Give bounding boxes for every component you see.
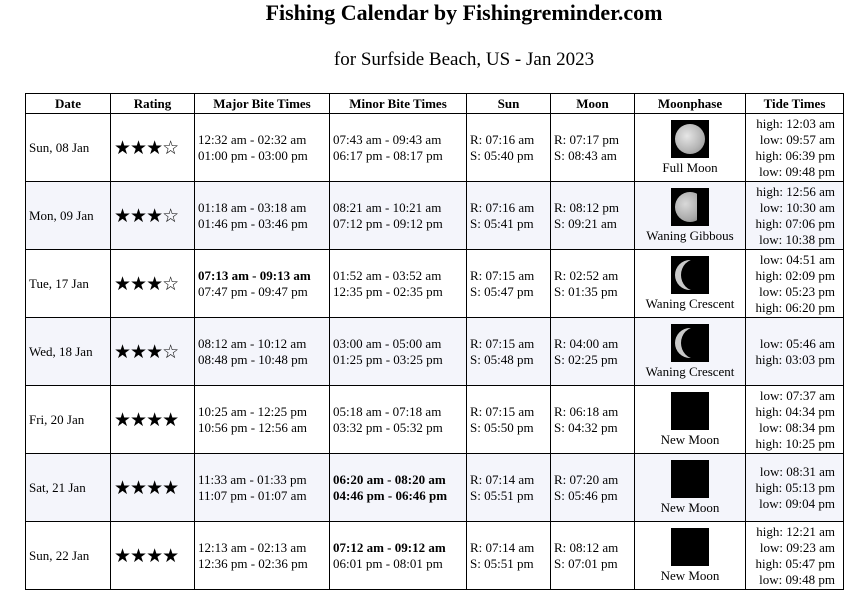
- moon-cell: [551, 250, 635, 318]
- waning-crescent-icon: [671, 256, 709, 294]
- minor-bite-times-cell: [330, 318, 467, 386]
- tide-time: high: 12:21 am: [756, 523, 835, 539]
- minor-bite-time: 07:12 pm - 09:12 pm: [333, 215, 443, 231]
- moon-time: S: 07:01 pm: [554, 555, 618, 571]
- rating-stars: ★★★★: [111, 454, 195, 522]
- moon-cell: [551, 318, 635, 386]
- date-cell: Sun, 08 Jan: [26, 114, 111, 182]
- page-subtitle: for Surfside Beach, US - Jan 2023: [333, 49, 595, 70]
- moonphase-label: Waning Crescent: [645, 364, 735, 379]
- tide-time: high: 04:34 pm: [755, 403, 835, 419]
- column-header-moon: Moon: [551, 94, 635, 114]
- sun-time: R: 07:15 am: [470, 267, 535, 283]
- minor-bite-time: 06:17 pm - 08:17 pm: [333, 147, 443, 163]
- sun-time: R: 07:15 am: [470, 335, 535, 351]
- major-bite-times-cell: [195, 182, 330, 250]
- moonphase-cell: [635, 454, 746, 522]
- moonphase-wrap: [635, 188, 745, 243]
- minor-bite-time: 12:35 pm - 02:35 pm: [333, 283, 443, 299]
- minor-bite-times-cell: [330, 454, 467, 522]
- moon-shadow: [697, 192, 709, 222]
- minor-bite-time: 07:43 am - 09:43 am: [333, 131, 442, 147]
- column-header-date: Date: [26, 94, 111, 114]
- sun-cell: [467, 522, 551, 590]
- rating-stars: ★★★☆: [111, 250, 195, 318]
- tide-time: high: 02:09 pm: [755, 267, 835, 283]
- minor-bite-time: 07:12 am - 09:12 am: [333, 539, 446, 555]
- date-cell: Mon, 09 Jan: [26, 182, 111, 250]
- sun-time: R: 07:15 am: [470, 403, 535, 419]
- sun-time: R: 07:14 am: [470, 539, 535, 555]
- minor-bite-time: 01:25 pm - 03:25 pm: [333, 351, 443, 367]
- sun-time: S: 05:51 pm: [470, 555, 534, 571]
- moon-time: R: 08:12 pm: [554, 199, 620, 215]
- tide-time: low: 09:48 pm: [759, 163, 835, 179]
- major-bite-time: 12:13 am - 02:13 am: [198, 539, 307, 555]
- tide-time: low: 08:34 pm: [759, 419, 835, 435]
- minor-bite-time: 05:18 am - 07:18 am: [333, 403, 442, 419]
- moon-shadow: [681, 327, 709, 359]
- moonphase-cell: [635, 250, 746, 318]
- moonphase-wrap: [635, 460, 745, 515]
- waning-gibbous-icon: [671, 188, 709, 226]
- minor-bite-times-cell: [330, 386, 467, 454]
- moon-cell: [551, 454, 635, 522]
- tide-time: high: 07:06 pm: [755, 215, 835, 231]
- tide-time: low: 04:51 am: [759, 251, 835, 267]
- column-header-tide-times: Tide Times: [746, 94, 844, 114]
- moon-time: S: 02:25 pm: [554, 351, 618, 367]
- moonphase-wrap: [635, 256, 745, 311]
- tide-time: low: 05:46 am: [759, 335, 835, 351]
- table-header-row: [26, 94, 844, 114]
- tide-times-cell: [746, 318, 844, 386]
- moonphase-wrap: [635, 392, 745, 447]
- waning-crescent-icon: [671, 324, 709, 362]
- rating-stars: ★★★★: [111, 386, 195, 454]
- major-bite-time: 07:47 pm - 09:47 pm: [198, 283, 308, 299]
- tide-time: high: 06:39 pm: [755, 147, 835, 163]
- tide-time: low: 09:57 am: [759, 131, 835, 147]
- table-row: [26, 114, 844, 182]
- tide-time: high: 12:03 am: [756, 115, 835, 131]
- fishing-calendar-table: [25, 93, 844, 590]
- sun-time: S: 05:50 pm: [470, 419, 534, 435]
- sun-cell: [467, 182, 551, 250]
- date-cell: Wed, 18 Jan: [26, 318, 111, 386]
- tide-times-cell: [746, 114, 844, 182]
- tide-time: low: 09:48 pm: [759, 571, 835, 587]
- minor-bite-time: 01:52 am - 03:52 am: [333, 267, 442, 283]
- column-header-moonphase: Moonphase: [635, 94, 746, 114]
- sun-time: S: 05:48 pm: [470, 351, 534, 367]
- minor-bite-times-cell: [330, 250, 467, 318]
- tide-times-cell: [746, 522, 844, 590]
- moon-cell: [551, 522, 635, 590]
- moon-cell: [551, 114, 635, 182]
- sun-time: R: 07:16 am: [470, 199, 535, 215]
- moon-cell: [551, 386, 635, 454]
- column-header-minor-bite-times: Minor Bite Times: [330, 94, 467, 114]
- minor-bite-time: 08:21 am - 10:21 am: [333, 199, 442, 215]
- moonphase-wrap: [635, 528, 745, 583]
- tide-time: low: 09:23 am: [759, 539, 835, 555]
- sun-cell: [467, 386, 551, 454]
- tide-time: high: 12:56 am: [756, 183, 835, 199]
- moon-time: R: 07:20 am: [554, 471, 619, 487]
- tide-times-cell: [746, 250, 844, 318]
- major-bite-times-cell: [195, 318, 330, 386]
- major-bite-time: 12:32 am - 02:32 am: [198, 131, 307, 147]
- moonphase-label: New Moon: [660, 568, 720, 583]
- tide-time: high: 10:25 pm: [755, 435, 835, 451]
- sun-cell: [467, 250, 551, 318]
- column-header-rating: Rating: [111, 94, 195, 114]
- major-bite-time: 01:18 am - 03:18 am: [198, 199, 307, 215]
- moonphase-label: New Moon: [660, 500, 720, 515]
- sun-time: S: 05:41 pm: [470, 215, 534, 231]
- moon-time: R: 02:52 am: [554, 267, 619, 283]
- moonphase-cell: [635, 386, 746, 454]
- sun-cell: [467, 318, 551, 386]
- new-moon-icon: [671, 460, 709, 498]
- major-bite-times-cell: [195, 114, 330, 182]
- table-row: [26, 386, 844, 454]
- minor-bite-time: 06:20 am - 08:20 am: [333, 471, 446, 487]
- moonphase-wrap: [635, 120, 745, 175]
- moon-time: S: 08:43 am: [554, 147, 617, 163]
- tide-times-cell: [746, 386, 844, 454]
- major-bite-times-cell: [195, 522, 330, 590]
- minor-bite-times-cell: [330, 522, 467, 590]
- date-cell: Tue, 17 Jan: [26, 250, 111, 318]
- minor-bite-time: 03:32 pm - 05:32 pm: [333, 419, 443, 435]
- table-row: [26, 182, 844, 250]
- rating-stars: ★★★☆: [111, 182, 195, 250]
- moon-time: R: 04:00 am: [554, 335, 619, 351]
- moonphase-label: Waning Crescent: [645, 296, 735, 311]
- moon-shadow: [681, 259, 709, 291]
- moonphase-cell: [635, 114, 746, 182]
- rating-stars: ★★★☆: [111, 318, 195, 386]
- moon-time: R: 07:17 pm: [554, 131, 620, 147]
- full-moon-icon: [671, 120, 709, 158]
- minor-bite-times-cell: [330, 114, 467, 182]
- new-moon-icon: [671, 392, 709, 430]
- sun-cell: [467, 454, 551, 522]
- moon-time: R: 06:18 am: [554, 403, 619, 419]
- table-row: [26, 522, 844, 590]
- sun-time: R: 07:16 am: [470, 131, 535, 147]
- moon-disc: [675, 124, 705, 154]
- table-row: [26, 318, 844, 386]
- major-bite-time: 11:33 am - 01:33 pm: [198, 471, 307, 487]
- sun-cell: [467, 114, 551, 182]
- date-cell: Sun, 22 Jan: [26, 522, 111, 590]
- tide-time: low: 10:38 pm: [759, 231, 835, 247]
- sun-time: S: 05:51 pm: [470, 487, 534, 503]
- tide-times-cell: [746, 454, 844, 522]
- rating-stars: ★★★★: [111, 522, 195, 590]
- date-cell: Fri, 20 Jan: [26, 386, 111, 454]
- tide-time: high: 05:13 pm: [755, 479, 835, 495]
- moonphase-cell: [635, 318, 746, 386]
- moon-time: S: 04:32 pm: [554, 419, 618, 435]
- page-title: Fishing Calendar by Fishingreminder.com: [265, 0, 663, 25]
- moon-cell: [551, 182, 635, 250]
- tide-times-cell: [746, 182, 844, 250]
- sun-time: S: 05:40 pm: [470, 147, 534, 163]
- sun-time: S: 05:47 pm: [470, 283, 534, 299]
- major-bite-time: 08:48 pm - 10:48 pm: [198, 351, 308, 367]
- major-bite-times-cell: [195, 250, 330, 318]
- moon-time: S: 09:21 am: [554, 215, 617, 231]
- tide-time: low: 10:30 am: [759, 199, 835, 215]
- minor-bite-time: 06:01 pm - 08:01 pm: [333, 555, 443, 571]
- minor-bite-times-cell: [330, 182, 467, 250]
- sun-time: R: 07:14 am: [470, 471, 535, 487]
- moon-time: S: 05:46 pm: [554, 487, 618, 503]
- major-bite-time: 01:46 pm - 03:46 pm: [198, 215, 308, 231]
- moonphase-cell: [635, 182, 746, 250]
- table-row: [26, 250, 844, 318]
- moon-time: R: 08:12 am: [554, 539, 619, 555]
- date-cell: Sat, 21 Jan: [26, 454, 111, 522]
- tide-time: low: 08:31 am: [759, 463, 835, 479]
- column-header-sun: Sun: [467, 94, 551, 114]
- moonphase-cell: [635, 522, 746, 590]
- tide-time: low: 09:04 pm: [759, 495, 835, 511]
- tide-time: low: 07:37 am: [759, 387, 835, 403]
- major-bite-time: 10:25 am - 12:25 pm: [198, 403, 308, 419]
- major-bite-time: 08:12 am - 10:12 am: [198, 335, 307, 351]
- moonphase-label: Waning Gibbous: [646, 228, 734, 243]
- moon-time: S: 01:35 pm: [554, 283, 618, 299]
- tide-time: high: 05:47 pm: [755, 555, 835, 571]
- major-bite-time: 12:36 pm - 02:36 pm: [198, 555, 308, 571]
- tide-time: high: 03:03 pm: [755, 351, 835, 367]
- moonphase-label: Full Moon: [662, 160, 718, 175]
- minor-bite-time: 04:46 pm - 06:46 pm: [333, 487, 448, 503]
- major-bite-times-cell: [195, 386, 330, 454]
- major-bite-time: 10:56 pm - 12:56 am: [198, 419, 308, 435]
- minor-bite-time: 03:00 am - 05:00 am: [333, 335, 442, 351]
- column-header-major-bite-times: Major Bite Times: [195, 94, 330, 114]
- table-row: [26, 454, 844, 522]
- rating-stars: ★★★☆: [111, 114, 195, 182]
- major-bite-time: 07:13 am - 09:13 am: [198, 267, 311, 283]
- moonphase-wrap: [635, 324, 745, 379]
- calendar-body: [26, 114, 844, 590]
- tide-time: low: 05:23 pm: [759, 283, 835, 299]
- moonphase-label: New Moon: [660, 432, 720, 447]
- tide-time: high: 06:20 pm: [755, 299, 835, 315]
- major-bite-time: 01:00 pm - 03:00 pm: [198, 147, 308, 163]
- new-moon-icon: [671, 528, 709, 566]
- major-bite-times-cell: [195, 454, 330, 522]
- major-bite-time: 11:07 pm - 01:07 am: [198, 487, 307, 503]
